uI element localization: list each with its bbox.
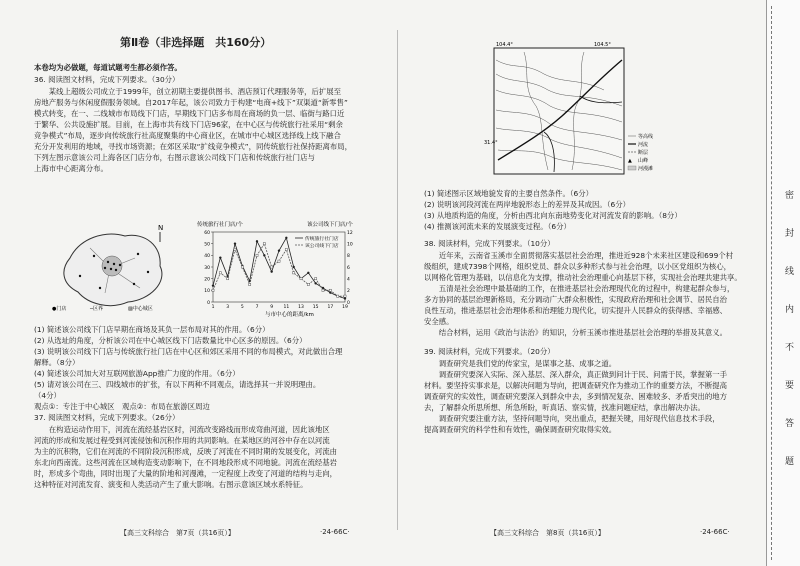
data-point [307,272,309,274]
data-point [322,289,324,291]
data-point [285,237,287,239]
q36-line: 模式转变，在一、二线城市布局线下门店，早期线下门店多布局在商场的负一层、临街与路口近 [34,109,345,118]
data-point [293,272,295,274]
q37-line: 这种特征对河流发育、演变和人类活动产生了重大影响。右图示意该区域水系特征。 [34,480,308,489]
footer-left-code: ·24-66C· [320,528,350,536]
map-legend-peak-icon: ▲ [628,158,632,164]
data-point [278,260,280,262]
chart-y2label: 该公司线下门店/个 [307,222,353,228]
q37-subquestion: (3) 从地质构造的角度，分析由西北向东南地势变化对河流发育的影响。（8分） [424,211,682,220]
q39-line: 调查研究的实效性，调查研究要深入到群众中去，多到情况复杂、困难较多、矛盾突出的地方 [424,392,728,401]
data-point [234,242,236,244]
x-tick-label: 15 [312,305,319,310]
data-point [249,283,251,285]
y2-tick-label: 6 [347,265,350,271]
map-legend-store: ●门店 [52,306,67,312]
footer-right: 【高三文科综合 第8页（共16页）】 [490,529,605,537]
binding-notice: 密 封 线 内 不 要 答 题 [783,190,793,475]
q36-line: 充分开发利用的地域，寻找市场资源；在郊区采取“扩线竞争模式”，同传统旅行社保持距离布局， [34,142,353,151]
q39-line: 去，了解群众所思所想、所急所盼，听真话、察实情，找准问题症结，拿出解决办法。 [424,403,705,412]
map-legend-fault: 断层 [638,150,649,156]
q38-line: 级组织，建成7398个网格，组织党员、群众以多种形式参与社会治理，以小区党组织为核心， [424,262,732,271]
q39-line: 调查研究要深入实际、深入基层、深入群众，真正做到问计于民、问需于民，掌握第一手 [424,370,728,379]
x-tick-label: 1 [211,305,215,310]
footer-left: 【高三文科综合 第7页（共16页）】 [120,529,235,537]
q36-subquestion: 解释。（8分） [34,358,80,367]
q36-subquestion: (4) 简述该公司加大对互联网旅游App推广力度的作用。（6分） [34,369,240,378]
q36-subquestion: (2) 从选址的角度，分析该公司在中心城区线下门店数量比中心区多的原因。（6分） [34,336,307,345]
y-tick-label: 30 [204,265,210,271]
data-point [307,283,309,285]
y-tick-label: 10 [204,289,210,295]
x-tick-label: 13 [298,305,304,310]
x-tick-label: 11 [283,305,290,310]
distance-line-chart [195,218,375,318]
data-point [329,291,331,293]
data-point [256,254,258,256]
chart-ylabel: 传统旅行社门店/个 [197,222,243,228]
y-tick-label: 50 [204,242,210,248]
y2-tick-label: 2 [347,289,350,295]
q36-subquestions [34,324,389,412]
footer-right-code: ·24-66C· [700,528,730,536]
q36-head: 36. 阅读图文材料，完成下列要求。（30分） [34,75,180,84]
map-legend-river: 河流 [638,142,649,148]
x-tick-label: 17 [327,305,334,310]
x-tick-label: 5 [240,305,244,310]
data-point [344,297,346,299]
map-legend-peak: 山峰 [638,158,649,164]
data-point [278,249,280,251]
data-point [212,289,214,291]
seal-line [771,6,772,560]
q37-line: 为主的沉积物，它们在河流的不同阶段沉积形成，反映了河流在不同时期的发展变化，河流由 [34,447,338,456]
data-point [271,266,273,268]
y2-tick-label: 10 [347,242,353,248]
q38-line: 良性互动，推进基层社会治理体系和治理能力现代化，切实提升人民群众的获得感、幸福感、 [424,306,728,315]
coord-left: 31.4° [484,140,498,146]
q36-line: 下列左图示意该公司上海各区门店分布，右图示意该公司线下门店和传统旅行社门店与 [34,153,315,162]
q38-head: 38. 阅读材料，完成下列要求。（10分） [424,239,555,248]
x-tick-label: 9 [270,305,274,310]
data-point [285,248,287,250]
q38-body [424,250,760,338]
q37-subquestion: (4) 推测该河流未来的发展演变过程。（6分） [424,222,571,231]
q37-line: 东北向西南流。这些河流在区域构造变动影响下，在不同地段形成不同地貌。河流在流经基岩 [34,458,338,467]
data-point [337,295,339,297]
q38-line: 安全感。 [424,317,454,326]
q36-subquestion: （4分） [34,391,61,400]
instruction: 本卷均为必做题，每道试题考生都必须作答。 [34,63,182,72]
q36-line: 某线上超级公司成立于1999年，创立初期主要提供图书、酒店预订代理服务等，后扩展至 [34,87,342,96]
y2-tick-label: 0 [347,300,350,306]
data-point [227,278,229,280]
chart-xlabel: 与市中心的距离/km [265,312,314,318]
x-tick-label: 7 [255,305,259,310]
data-point [234,248,236,250]
left-column [0,0,395,566]
legend-label: 传统旅行社门店 [305,236,339,242]
y-tick-label: 20 [204,277,210,283]
data-point [241,266,243,268]
q37-subquestion: (2) 说明该河段河流在两岸地貌形态上的差异及其成因。（6分） [424,200,630,209]
q39-line: 调查研究是我们党的传家宝，是谋事之基、成事之道。 [424,359,617,368]
q39-head: 39. 阅读材料，完成下列要求。（20分） [424,347,555,356]
data-point [219,256,221,258]
q37-line: 河流的形成和发展过程受到河流侵蚀和沉积作用的共同影响。在某地区的河谷中存在以河流 [34,436,330,445]
q38-line: 近年来，云南省玉溪市全面贯彻落实基层社会治理，推进近928个未来社区建设和699个村 [424,251,734,260]
data-point [219,272,221,274]
q37-body [34,424,389,490]
column-divider [397,30,398,530]
q36-subquestion: (3) 说明该公司线下门店与传统旅行社门店在中心区和郊区采用不同的布局模式，对此做出合理 [34,347,343,356]
north-label: N [158,224,164,232]
data-point [263,254,265,256]
q36-line: 房地产服务与休闲度假服务领域。自2017年起，该公司致力于构建“电商+线下”双渠道“新零售” [34,98,348,107]
legend-label: 该公司线下门店 [305,243,339,249]
q38-line: 结合材料，运用《政治与法治》的知识，分析玉溪市推进基层社会治理的举措及其意义。 [424,328,728,337]
map-legend-boundary: ─区界 [90,306,104,312]
data-point [314,282,316,284]
map-legend-center: ▨中心城区 [128,306,153,312]
y-tick-label: 0 [207,300,210,306]
q36-body [34,86,389,174]
y2-tick-label: 4 [347,277,350,283]
topographic-map [484,40,664,182]
q36-line: 竞争模式”布局，逐步向传统旅行社高度聚集的中心商业区，在城市中心城区选择线上线下融合 [34,131,341,140]
y-tick-label: 40 [204,254,210,260]
data-point [292,266,294,268]
q36-line: 上海市中心距离分布。 [34,164,108,173]
q39-line: 调查研究要注重方法，坚持问题导向，突出重点，把握关键，用好现代信息技术手段， [424,414,720,423]
q36-subquestion: 观点①：专注于中心城区 观点②：布局在旅游区周边 [34,402,210,411]
q37-line: 在构造运动作用下，河流在流经基岩区时，河流改变路线而形成弯曲河道，因此该地区 [34,425,330,434]
q38-line: 以网格化管理为基础，以信息化为支撑，推动社会治理重心向基层下移，实现社会治理共建共享。 [424,273,742,282]
y2-tick-label: 8 [347,254,350,260]
y-tick-label: 60 [204,230,210,236]
right-column [400,0,766,566]
map-legend-floodplain: 河漫滩 [638,166,654,172]
q37-subquestions [424,188,760,232]
x-tick-label: 3 [226,305,230,310]
section-title: 第Ⅱ卷（非选择题 共160分） [120,36,272,49]
district-map [50,218,180,313]
q39-line: 提高调查研究的科学性和有效性，确保调查研究取得实效。 [424,425,617,434]
map-legend-contour: 等高线 [638,134,654,140]
q37-subquestion: (1) 简述图示区域地貌发育的主要自然条件。（6分） [424,189,594,198]
q38-line: 五清是社会治理中最基础的工作，在推进基层社会治理现代化的过程中，构建起群众参与， [424,284,735,293]
data-point [300,278,302,280]
q36-subquestion: (5) 请对该公司在三、四线城市的扩张，有以下两种不同观点，请选择其一并说明理由。 [34,380,321,389]
binding-margin [766,0,800,566]
q36-line: 于繁华、公共设施扩展。目前，在上海市共有线下门店96家，在中心区与传统旅行社采用“剩余 [34,120,343,129]
data-point [212,284,214,286]
data-point [263,243,265,245]
q36-subquestion: (1) 简述该公司线下门店早期在商场及其负一层布局对其的作用。（6分） [34,325,270,334]
data-point [270,270,272,272]
data-point [344,295,346,297]
data-point [256,240,258,242]
data-point [329,289,331,291]
data-point [315,278,317,280]
coord-top-left: 104.4° [496,42,513,48]
plot-frame [213,232,345,302]
y2-tick-label: 12 [347,230,353,236]
q39-line: 材料。要坚持实事求是，以解决问题为导向，把调查研究作为推动工作的重要方法，不断提高 [424,381,728,390]
q37-head: 37. 阅读图文材料，完成下列要求。（26分） [34,413,180,422]
q39-body [424,358,760,435]
q38-line: 多方协同的基层治理新格局，充分调动广大群众积极性，实现政府治理和社会调节、居民自治 [424,295,728,304]
q37-line: 时，形成多个弯曲，同时出现了大量的阶地和河漫滩，一定程度上改变了河道的结构与走向， [34,469,338,478]
coord-top-right: 104.5° [594,42,611,48]
x-tick-label: 19 [342,305,348,310]
